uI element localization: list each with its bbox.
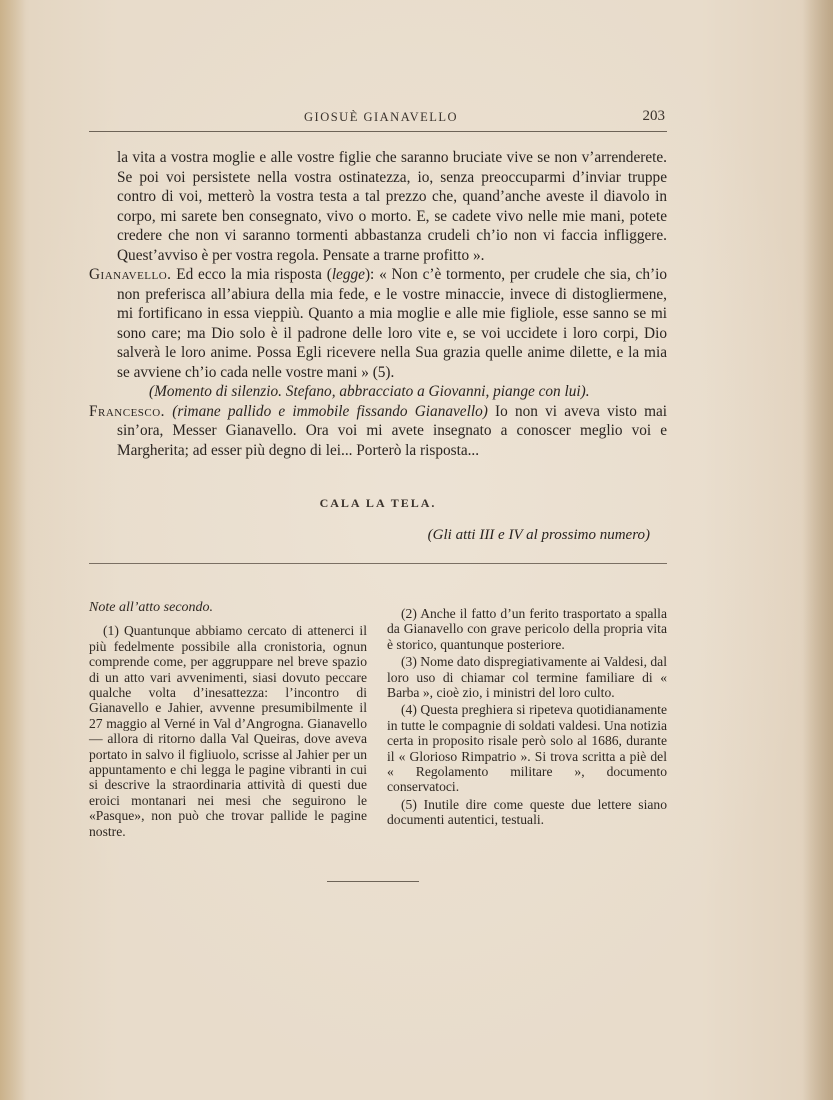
play-text xyxy=(89,148,667,460)
notes-column-left xyxy=(89,600,367,841)
speech-text: Io non vi aveva visto mai sin’ora, Messer Gianavello. Ora voi mi avete insegnato a conoscer meglio voi e Margherita; ad esser più degno di lei... Porterò la risposta... xyxy=(117,402,668,459)
note-2: (2) Anche il fatto d’un ferito trasportato a spalla da Gianavello con grave pericolo della propria vita è storico, quantunque posteriore. xyxy=(387,606,667,652)
speech-francesco xyxy=(89,402,667,461)
speaker-name: Francesco. xyxy=(89,402,166,420)
running-head: GIOSUÈ GIANAVELLO xyxy=(304,110,459,124)
paper-edge-stain-left xyxy=(0,0,26,1100)
notes-separator-rule xyxy=(89,563,667,564)
speaker-name: Gianavello. xyxy=(89,266,172,283)
end-rule xyxy=(327,881,419,882)
note-1: (1) Quantunque abbiamo cercato di attenerci il più fedelmente possibile alla cronistoria, ognun comprende come, per aggruppare nel breve spazio di un atto vari avvenimenti, siasi dovuto peccare qualche volta d’inesattezza: l’incontro di Gianavello e Jahier, avvenne presumibilmente il 27 maggio al Verné in Val d’Angrogna. Gianavello — allora di ritorno dalla Val Queiras, dove aveva portato in salvo il figliuolo, scrisse al Jahier per un appuntamento e chi legga le pagine vibranti in cui si descrive la straordinaria attività di questi due eroici montanari nei mesi che seguirono le «Pasque», non può che trovar pallide le pagine nostre. xyxy=(89,623,367,839)
curtain-line: CALA LA TELA. xyxy=(319,496,437,510)
speech-gianavello xyxy=(89,265,667,382)
notes-column-right xyxy=(387,606,667,830)
paper-edge-stain-right xyxy=(803,0,833,1100)
stage-direction: (Momento di silenzio. Stefano, abbracciato a Giovanni, piange con lui). xyxy=(149,383,590,400)
letter-continuation: la vita a vostra moglie e alle vostre figlie che saranno bruciate vive se non v’arrenderete. Se poi voi persistete nella vostra ostinatezza, io, senza preoccuparmi d’inviar truppe contro di voi, metterò la vostra testa a tal prezzo che, quand’anche aveste il diavolo in corpo, mi sarete ben consegnato, vivo o morto. E, se cadete vivo nelle mie mani, potete credere che non vi saranno tormenti abbastanza crudeli ch’io non vi faccia infliggere. Quest’avviso è per vostra regola. Pensate a trarne profitto ». xyxy=(117,149,667,264)
next-issue-note: (Gli atti III e IV al prossimo numero) xyxy=(427,527,650,543)
note-3: (3) Nome dato dispregiativamente ai Valdesi, dal loro uso di chiamar col termine familiare di « Barba », cioè zio, i ministri del loro culto. xyxy=(387,654,667,701)
page-header xyxy=(89,108,667,132)
speech-text: ): « Non c’è tormento, per crudele che sia, ch’io non preferisca all’abiura della mia fede, e le vostre minaccie, invece di distogliermene, mi fortificano in essa vieppiù. Quanto a mia moglie e alle mie figliole, esse sanno se mi sono care; ma Dio solo è il padrone delle loro vite e, se voi uccidete i loro corpi, Dio salverà le loro anime. Possa Egli ricevere nella Sua grazia quelle anime dilette, e la mia se avviene ch’io cada nelle vostre mani » (5). xyxy=(117,266,667,381)
note-5: (5) Inutile dire come queste due lettere siano documenti autentici, testuali. xyxy=(387,796,667,828)
stage-direction-inline: (rimane pallido e immobile fissando Gianavello) xyxy=(172,402,488,420)
speech-text: Ed ecco la mia risposta ( xyxy=(171,266,332,283)
stage-direction-inline: legge xyxy=(331,266,365,283)
note-4: (4) Questa preghiera si ripeteva quotidianamente in tutte le compagnie di soldati valdesi. Una notizia certa in proposito risale però solo al 1686, durante il « Glorioso Rimpatrio ». Si trova scritta a piè del « Regolamento militare », documento conservatoci. xyxy=(387,702,667,795)
header-rule xyxy=(89,131,667,132)
page-number: 203 xyxy=(642,108,665,124)
notes-title: Note all’atto secondo. xyxy=(89,600,214,615)
